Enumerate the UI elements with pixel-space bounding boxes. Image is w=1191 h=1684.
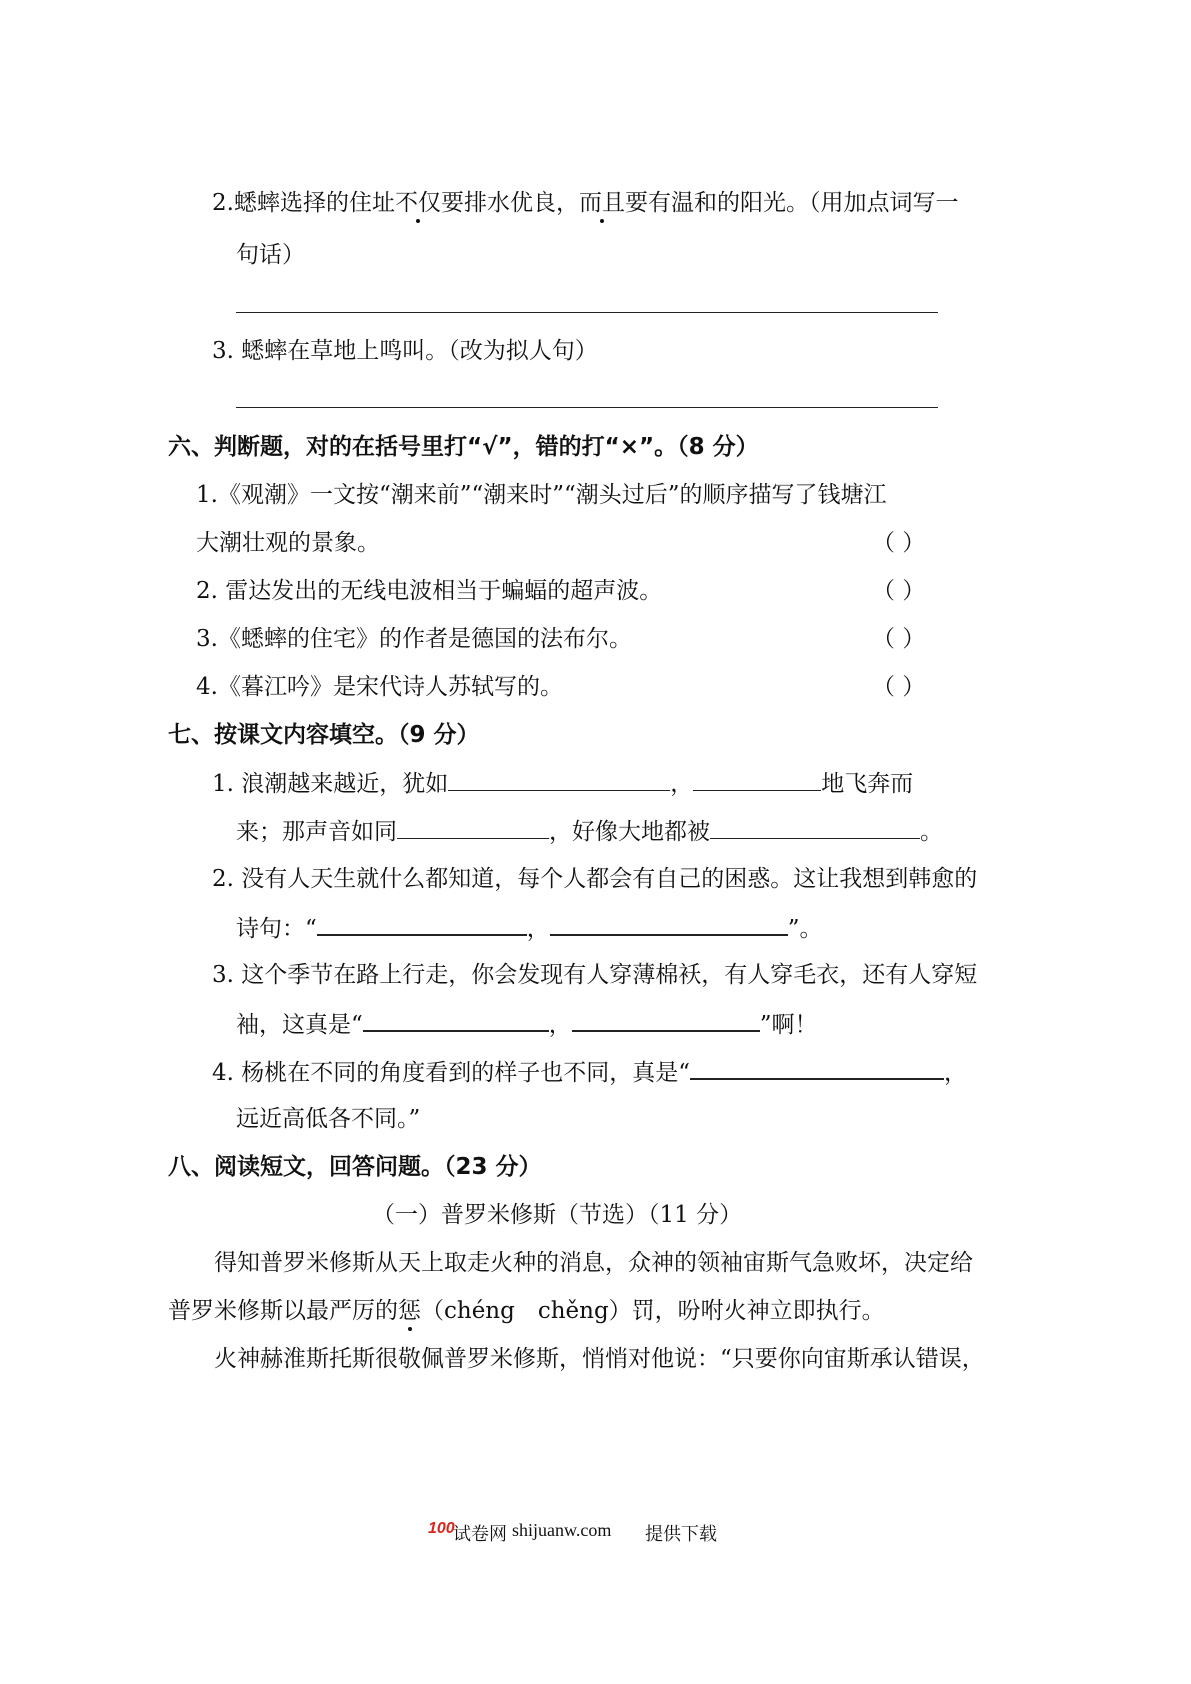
- passage-subtitle: （一）普罗米修斯（节选）（11 分）: [372, 1202, 743, 1228]
- answer-paren-3[interactable]: （ ）: [872, 626, 926, 652]
- section-7-title: 七、按课文内容填空。（9 分）: [168, 722, 480, 748]
- q1-text-e: ，好像大地都被: [549, 819, 710, 845]
- q2-text-c: 要有温和的阳光。（用加点词写一: [624, 190, 959, 216]
- blank-q4-1[interactable]: [690, 1056, 944, 1080]
- brand-logo: 100: [428, 1520, 455, 1537]
- passage-p1-line1: 得知普罗米修斯从天上取走火种的消息，众神的领袖宙斯气急败坏，决定给: [214, 1250, 973, 1276]
- sec7-q3-line2: [236, 1008, 818, 1040]
- answer-paren-2[interactable]: （ ）: [872, 578, 926, 604]
- page-footer: [0, 1520, 1191, 1550]
- q1-comma: ，: [670, 771, 694, 797]
- q4-comma: ，: [944, 1060, 968, 1086]
- sec5-q2-line1: [212, 188, 958, 218]
- p1-text-b: （chéng chěng）罚，吩咐火神立即执行。: [421, 1298, 885, 1324]
- sec5-q3: 3. 蟋蟀在草地上鸣叫。（改为拟人句）: [212, 338, 598, 364]
- q1-period: 。: [920, 819, 943, 845]
- q4-text-a: 4. 杨桃在不同的角度看到的样子也不同，真是“: [212, 1060, 691, 1086]
- answer-line-q2[interactable]: [236, 312, 938, 313]
- passage-p2-line1: 火神赫淮斯托斯很敬佩普罗米修斯，悄悄对他说：“只要你向宙斯承认错误，: [214, 1346, 985, 1372]
- blank-q3-2[interactable]: [572, 1008, 760, 1032]
- site-url[interactable]: shijuanw.com: [512, 1520, 612, 1540]
- sec7-q4-line2: 远近高低各不同。”: [236, 1106, 421, 1132]
- sec6-item2: 2. 雷达发出的无线电波相当于蝙蝠的超声波。: [196, 578, 663, 604]
- p1-text-a: 普罗米修斯以最严厉的: [168, 1298, 398, 1324]
- blank-q2-2[interactable]: [550, 912, 788, 936]
- sec7-q2-line1: 2. 没有人天生就什么都知道，每个人都会有自己的困惑。这让我想到韩愈的: [212, 866, 978, 892]
- q3-text-b: 袖，这真是“: [236, 1012, 363, 1038]
- blank-q1-2[interactable]: [693, 768, 821, 791]
- q1-text-d: 来；那声音如同: [236, 819, 397, 845]
- sec6-item1-line2: 大潮壮观的景象。: [196, 530, 380, 556]
- sec7-q2-line2: [236, 912, 823, 944]
- sec7-q3-line1: 3. 这个季节在路上行走，你会发现有人穿薄棉袄，有人穿毛衣，还有人穿短: [212, 962, 978, 988]
- sec7-q1-line1: [212, 768, 913, 799]
- sec6-item4: 4.《暮江吟》是宋代诗人苏轼写的。: [196, 674, 563, 700]
- q2-comma: ，: [526, 916, 550, 942]
- q2-dotted-word-2: 而且: [578, 190, 625, 216]
- dotted-char: 惩: [398, 1298, 421, 1324]
- q2-text-a: 蟋蟀选择的住址: [233, 190, 395, 216]
- section-6-title: 六、判断题，对的在括号里打“√”，错的打“×”。（8 分）: [168, 434, 759, 460]
- passage-p1-line2: [168, 1296, 885, 1326]
- q2-text-b: 诗句：“: [236, 916, 317, 942]
- q3-close: ”啊！: [759, 1012, 818, 1038]
- blank-q2-1[interactable]: [317, 912, 527, 936]
- blank-q1-1[interactable]: [448, 768, 670, 791]
- sec7-q1-line2: [236, 816, 943, 847]
- q2-dotted-word-1: 不仅: [394, 190, 441, 216]
- sec6-item3: 3.《蟋蟀的住宅》的作者是德国的法布尔。: [196, 626, 632, 652]
- download-note: 提供下载: [645, 1524, 717, 1545]
- q2-text-b: 要排水优良，: [440, 190, 579, 216]
- q1-text-a: 1. 浪潮越来越近，犹如: [212, 771, 449, 797]
- sec6-item1-line1: 1.《观潮》一文按“潮来前”“潮来时”“潮头过后”的顺序描写了钱塘江: [196, 482, 887, 508]
- answer-paren-4[interactable]: （ ）: [872, 674, 926, 700]
- brand-name: 试卷网: [453, 1524, 507, 1545]
- sec7-q4-line1: [212, 1056, 967, 1088]
- blank-q1-3[interactable]: [397, 816, 549, 839]
- q2-close: ”。: [787, 916, 823, 942]
- q1-text-c: 地飞奔而: [821, 771, 914, 797]
- q2-number: 2.: [212, 190, 234, 216]
- blank-q1-4[interactable]: [710, 816, 920, 839]
- q3-comma: ，: [548, 1012, 572, 1038]
- answer-paren-1[interactable]: （ ）: [872, 530, 926, 556]
- sec5-q2-line2: 句话）: [236, 242, 305, 268]
- section-8-title: 八、阅读短文，回答问题。（23 分）: [168, 1154, 542, 1180]
- blank-q3-1[interactable]: [363, 1008, 549, 1032]
- answer-line-q3[interactable]: [236, 407, 938, 408]
